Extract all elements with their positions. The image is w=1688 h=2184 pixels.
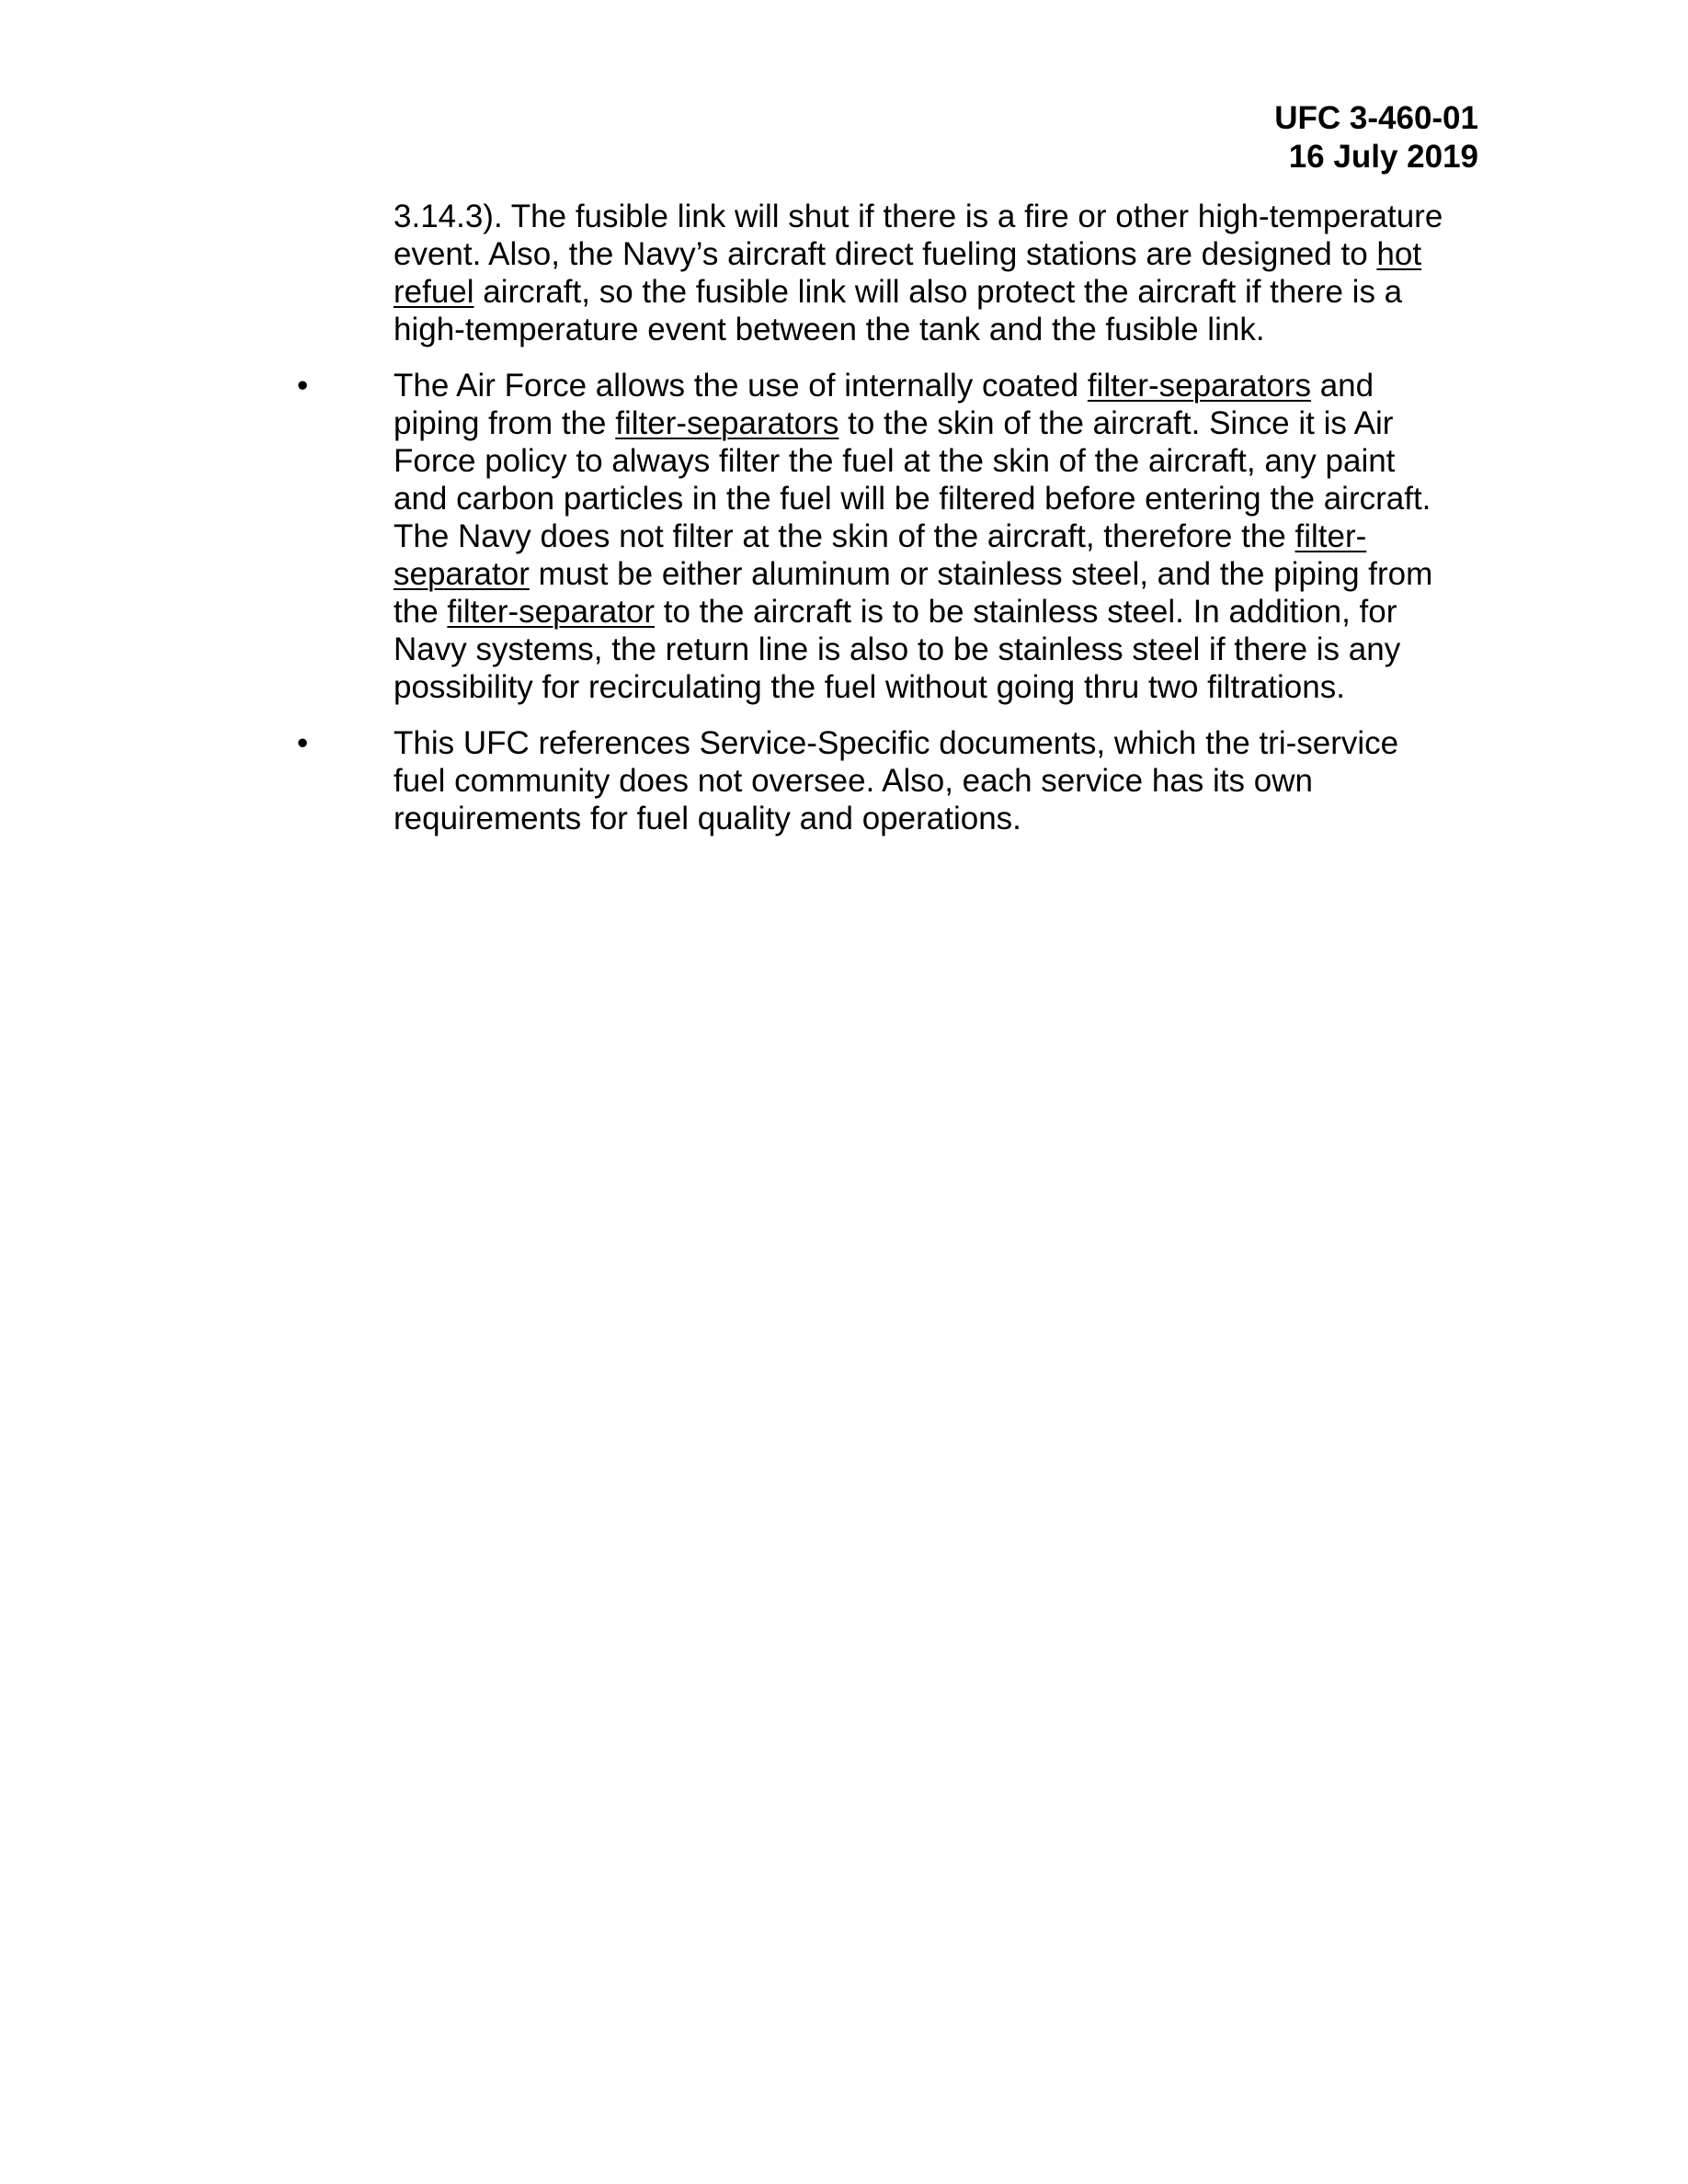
document-date: 16 July 2019 <box>1288 139 1478 175</box>
text-run: piping from the <box>393 405 616 441</box>
continued-paragraph <box>393 198 1478 348</box>
text-line <box>393 198 1478 235</box>
text-run: The Air Force allows the use of internally coated <box>393 368 1088 404</box>
text-run: The Navy does not filter at the skin of the aircraft, therefore the <box>393 518 1295 554</box>
text-run: high-temperature event between the tank and the fusible link. <box>393 312 1265 347</box>
glossary-term-hot-refuel: refuel <box>393 274 474 310</box>
text-run: possibility for recirculating the fuel without going thru two filtrations. <box>393 669 1345 705</box>
text-run: Navy systems, the return line is also to be stainless steel if there is any <box>393 631 1401 667</box>
bullet-item-service-specific <box>297 724 1478 837</box>
text-line <box>393 311 1478 348</box>
text-run: event. Also, the Navy’s aircraft direct fueling stations are designed to <box>393 236 1377 272</box>
document-header <box>1274 99 1478 176</box>
text-line <box>393 235 1478 273</box>
text-run: and <box>1310 368 1374 404</box>
text-run: fuel community does not oversee. Also, each service has its own <box>393 763 1313 799</box>
text-line <box>393 480 1478 518</box>
text-line <box>393 593 1478 631</box>
text-line <box>393 442 1478 480</box>
text-line <box>393 800 1478 837</box>
glossary-term-filter-separator: filter-separators <box>1087 368 1311 404</box>
text-run: aircraft, so the fusible link will also protect the aircraft if there is a <box>473 274 1403 310</box>
bullet-item-air-force <box>297 367 1478 706</box>
text-line <box>393 668 1478 706</box>
text-run: must be either aluminum or stainless steel, and the piping from <box>529 556 1433 592</box>
text-line <box>393 273 1478 311</box>
text-run: to the skin of the aircraft. Since it is Air <box>838 405 1394 441</box>
glossary-term-filter-separator: separator <box>393 556 530 592</box>
text-run: Force policy to always filter the fuel at the skin of the aircraft, any paint <box>393 443 1396 479</box>
glossary-term-filter-separator: filter-separators <box>615 405 839 441</box>
text-line <box>393 555 1478 593</box>
bullet-icon: • <box>297 725 309 761</box>
text-run: the <box>393 594 448 630</box>
bullet-icon: • <box>297 368 309 404</box>
glossary-term-hot-refuel: hot <box>1376 236 1422 272</box>
text-line <box>393 762 1478 800</box>
text-line <box>393 518 1478 555</box>
text-run: 3.14.3). The fusible link will shut if there is a fire or other high-temperature <box>393 199 1443 234</box>
text-line <box>393 631 1478 668</box>
glossary-term-filter-separator: filter-separator <box>447 594 656 630</box>
text-run: and carbon particles in the fuel will be filtered before entering the aircraft. <box>393 481 1431 517</box>
text-run: requirements for fuel quality and operations. <box>393 801 1021 836</box>
text-run: to the aircraft is to be stainless steel. In addition, for <box>655 594 1397 630</box>
text-run: This UFC references Service-Specific documents, which the tri-service <box>393 725 1399 761</box>
document-id: UFC 3-460-01 <box>1274 100 1478 136</box>
text-line <box>393 724 1478 762</box>
text-line <box>393 367 1478 404</box>
text-line <box>393 404 1478 442</box>
glossary-term-filter-separator: filter- <box>1295 518 1367 554</box>
